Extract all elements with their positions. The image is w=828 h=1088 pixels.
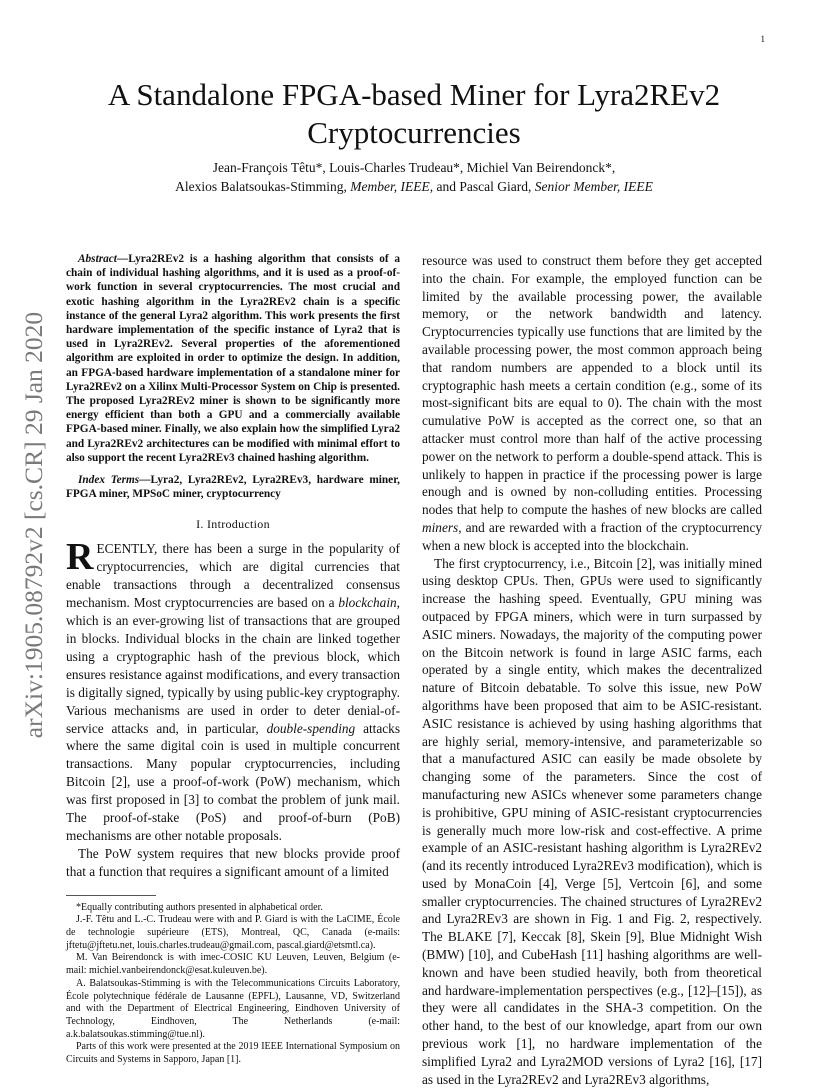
intro-paragraph-1: RECENTLY, there has been a surge in the popularity of cryptocurrencies, which are digital currencies that enable transactions through a decentralized consensus mechanism. Most cryptocurrencies are based on a blockchain, which is an ever-growing list of transactions that are grouped in blocks. Individual blocks in the chain are linked together using a cryptographic hash of the previous block, which ensures resistance against modifications, and every transaction is digitally signed, typically by using public-key cryptography. Various mechanisms are used in order to deter denial-of-service attacks and, in particular, double-spending attacks where the same digital coin is used in multiple concurrent transactions. Many popular cryptocurrencies, including Bitcoin [2], use a proof-of-work (PoW) mechanism, which was first proposed in [3] to combat the problem of junk mail. The proof-of-stake (PoS) and proof-of-burn (PoB) mechanisms are other notable proposals. bbox=[66, 536, 400, 843]
section-heading: I. Introduction bbox=[196, 517, 270, 532]
footnote: *Equally contributing authors presented in alphabetical order. bbox=[76, 901, 323, 913]
footnote: A. Balatsoukas-Stimming is with the Telecommunications Circuits Laboratory, École polytechnique fédérale de Lausanne (EPFL), Lausanne, VD, Switzerland and with the Department of Electrical Engineering, Eindhoven University of Technology, Eindhoven, The Netherlands (e-mail: a.k.balatsoukas.stimming@tue.nl). bbox=[66, 977, 400, 1040]
drop-cap: R bbox=[66, 536, 94, 579]
index-terms-label: Index Terms bbox=[78, 474, 140, 487]
index-terms bbox=[66, 473, 400, 501]
arxiv-id: arXiv:1905.08792v2 [cs.CR] 29 Jan 2020 bbox=[19, 311, 48, 739]
title-line-2: Cryptocurrencies bbox=[307, 115, 521, 150]
right-paragraph-2: The first cryptocurrency, i.e., Bitcoin [2], was initially mined using desktop CPUs. Then, GPUs were used to significantly increase the hashing speed. Eventually, GPU mining was outpaced by FPGA miners, which were in turn surpassed by ASIC miners. Nowadays, the majority of the computing power on the Bitcoin network is found in large ASIC farms, each operated by a single entity, which makes the decentralized nature of Bitcoin debatable. To solve this issue, new PoW algorithms have been proposed that aim to be ASIC-resistant. ASIC resistance is achieved by using hashing algorithms that are highly serial, memory-intensive, and parameterizable so that a manufactured ASIC can easily be made obsolete by changing some of the parameters. Since the cost of manufacturing new ASICs whenever some parameters change is prohibitive, GPU mining of ASIC-resistant cryptocurrencies is generally much more low-risk and cost-effective. A prime example of an ASIC-resistant hashing algorithm is Lyra2REv2 (and its recently introduced Lyra2REv3 modification), which is used by MonaCoin [4], Verge [5], Vertcoin [6], and some smaller cryptocurrencies. The chained structures of Lyra2REv2 and Lyra2REv3 are shown in Fig. 1 and Fig. 2, respectively. The BLAKE [7], Keccak [8], Skein [9], Blue Midnight Wish (BMW) [10], and CubeHash [11] hashing algorithms are well-known and have been studied heavily, both from theoretical and hardware-implementation perspectives (e.g., [12]–[15]), as they were all candidates in the SHA-3 competition. On the other hand, to the best of our knowledge, apart from our own previous work [1], no hardware implementation of the simplified Lyra2 and Lyra2MOD versions of Lyra2 [16], [17] as used in the Lyra2REv2 and Lyra2REv3 algorithms, bbox=[422, 555, 762, 1087]
right-paragraph-1: resource was used to construct them before they get accepted into the chain. For example, the employed function can be limited by the available processing power, the available memory, or the network bandwidth and latency. Cryptocurrencies typically use functions that are limited by the available processing power, the most common approach being that random numbers are appended to a block until its cryptographic hash meets a certain condition (e.g., some of its most-significant bits are equal to 0). The chain with the most cumulative PoW is accepted as the correct one, so that an attacker must control more than half of the active processing power on the network to perform a double-spend attack. This is unlikely to happen in practice if the processing power is large enough and is owned by non-colluding entities. Processing nodes that help to compute the hashes of new blocks are called miners, and are rewarded with a fraction of the cryptocurrency when a new block is accepted into the blockchain. bbox=[422, 253, 762, 553]
footnote: M. Van Beirendonck is with imec-COSIC KU Leuven, Leuven, Belgium (e-mail: michiel.vanbeirendonck@esat.kuleuven.be). bbox=[66, 952, 400, 977]
paper-title bbox=[0, 76, 828, 152]
author-block bbox=[0, 158, 828, 196]
authors-line-2: Alexios Balatsoukas-Stimming, Member, IEEE, and Pascal Giard, Senior Member, IEEE bbox=[175, 179, 653, 194]
authors-line-1: Jean-François Têtu*, Louis-Charles Trudeau*, Michiel Van Beirendonck*, bbox=[212, 160, 616, 175]
abstract-text: —Lyra2REv2 is a hashing algorithm that consists of a chain of individual hashing algorithms, and it is used as a proof-of-work function in several cryptocurrencies. The most crucial and exotic hashing algorithm in the Lyra2REv2 chain is a specific instance of the general Lyra2 algorithm. This work presents the first hardware implementation of the specific instance of Lyra2 that is used in Lyra2REv2. Several properties of the aforementioned algorithm are exploited in order to optimize the design. In addition, an FPGA-based hardware implementation of a standalone miner for Lyra2REv2 on a Xilinx Multi-Processor System on Chip is presented. The proposed Lyra2REv2 miner is shown to be significantly more energy efficient than both a GPU and a commercially available FPGA-based miner. Finally, we also explain how the simplified Lyra2 and Lyra2REv2 architectures can be modified with minimal effort to also support the recent Lyra2REv3 chained hashing algorithm. bbox=[66, 253, 400, 464]
intro-paragraph-2: The PoW system requires that new blocks provide proof that a function that requires a significant amount of a limited bbox=[66, 845, 400, 879]
footnote: J.-F. Têtu and L.-C. Trudeau were with and P. Giard is with the LaCIME, École de technologie supérieure (ETS), Montreal, QC, Canada (e-mails: jftetu@jftetu.net, louis.charles.trudeau@gmail.com, pascal.giard@etsmtl.ca). bbox=[66, 914, 400, 951]
page-number: 1 bbox=[760, 34, 765, 44]
arxiv-sidebar bbox=[14, 290, 54, 760]
right-column bbox=[422, 252, 762, 1088]
index-terms-text: —Lyra2, Lyra2REv2, Lyra2REv3, hardware miner, FPGA miner, MPSoC miner, cryptocurrency bbox=[66, 474, 400, 501]
abstract bbox=[66, 252, 400, 465]
title-line-1: A Standalone FPGA-based Miner for Lyra2REv2 bbox=[107, 77, 721, 112]
footnote: Parts of this work were presented at the 2019 IEEE International Symposium on Circuits and Systems in Sapporo, Japan [1]. bbox=[66, 1041, 400, 1066]
footnote-rule bbox=[66, 895, 156, 896]
left-column bbox=[66, 252, 400, 1067]
abstract-label: Abstract bbox=[78, 253, 117, 265]
